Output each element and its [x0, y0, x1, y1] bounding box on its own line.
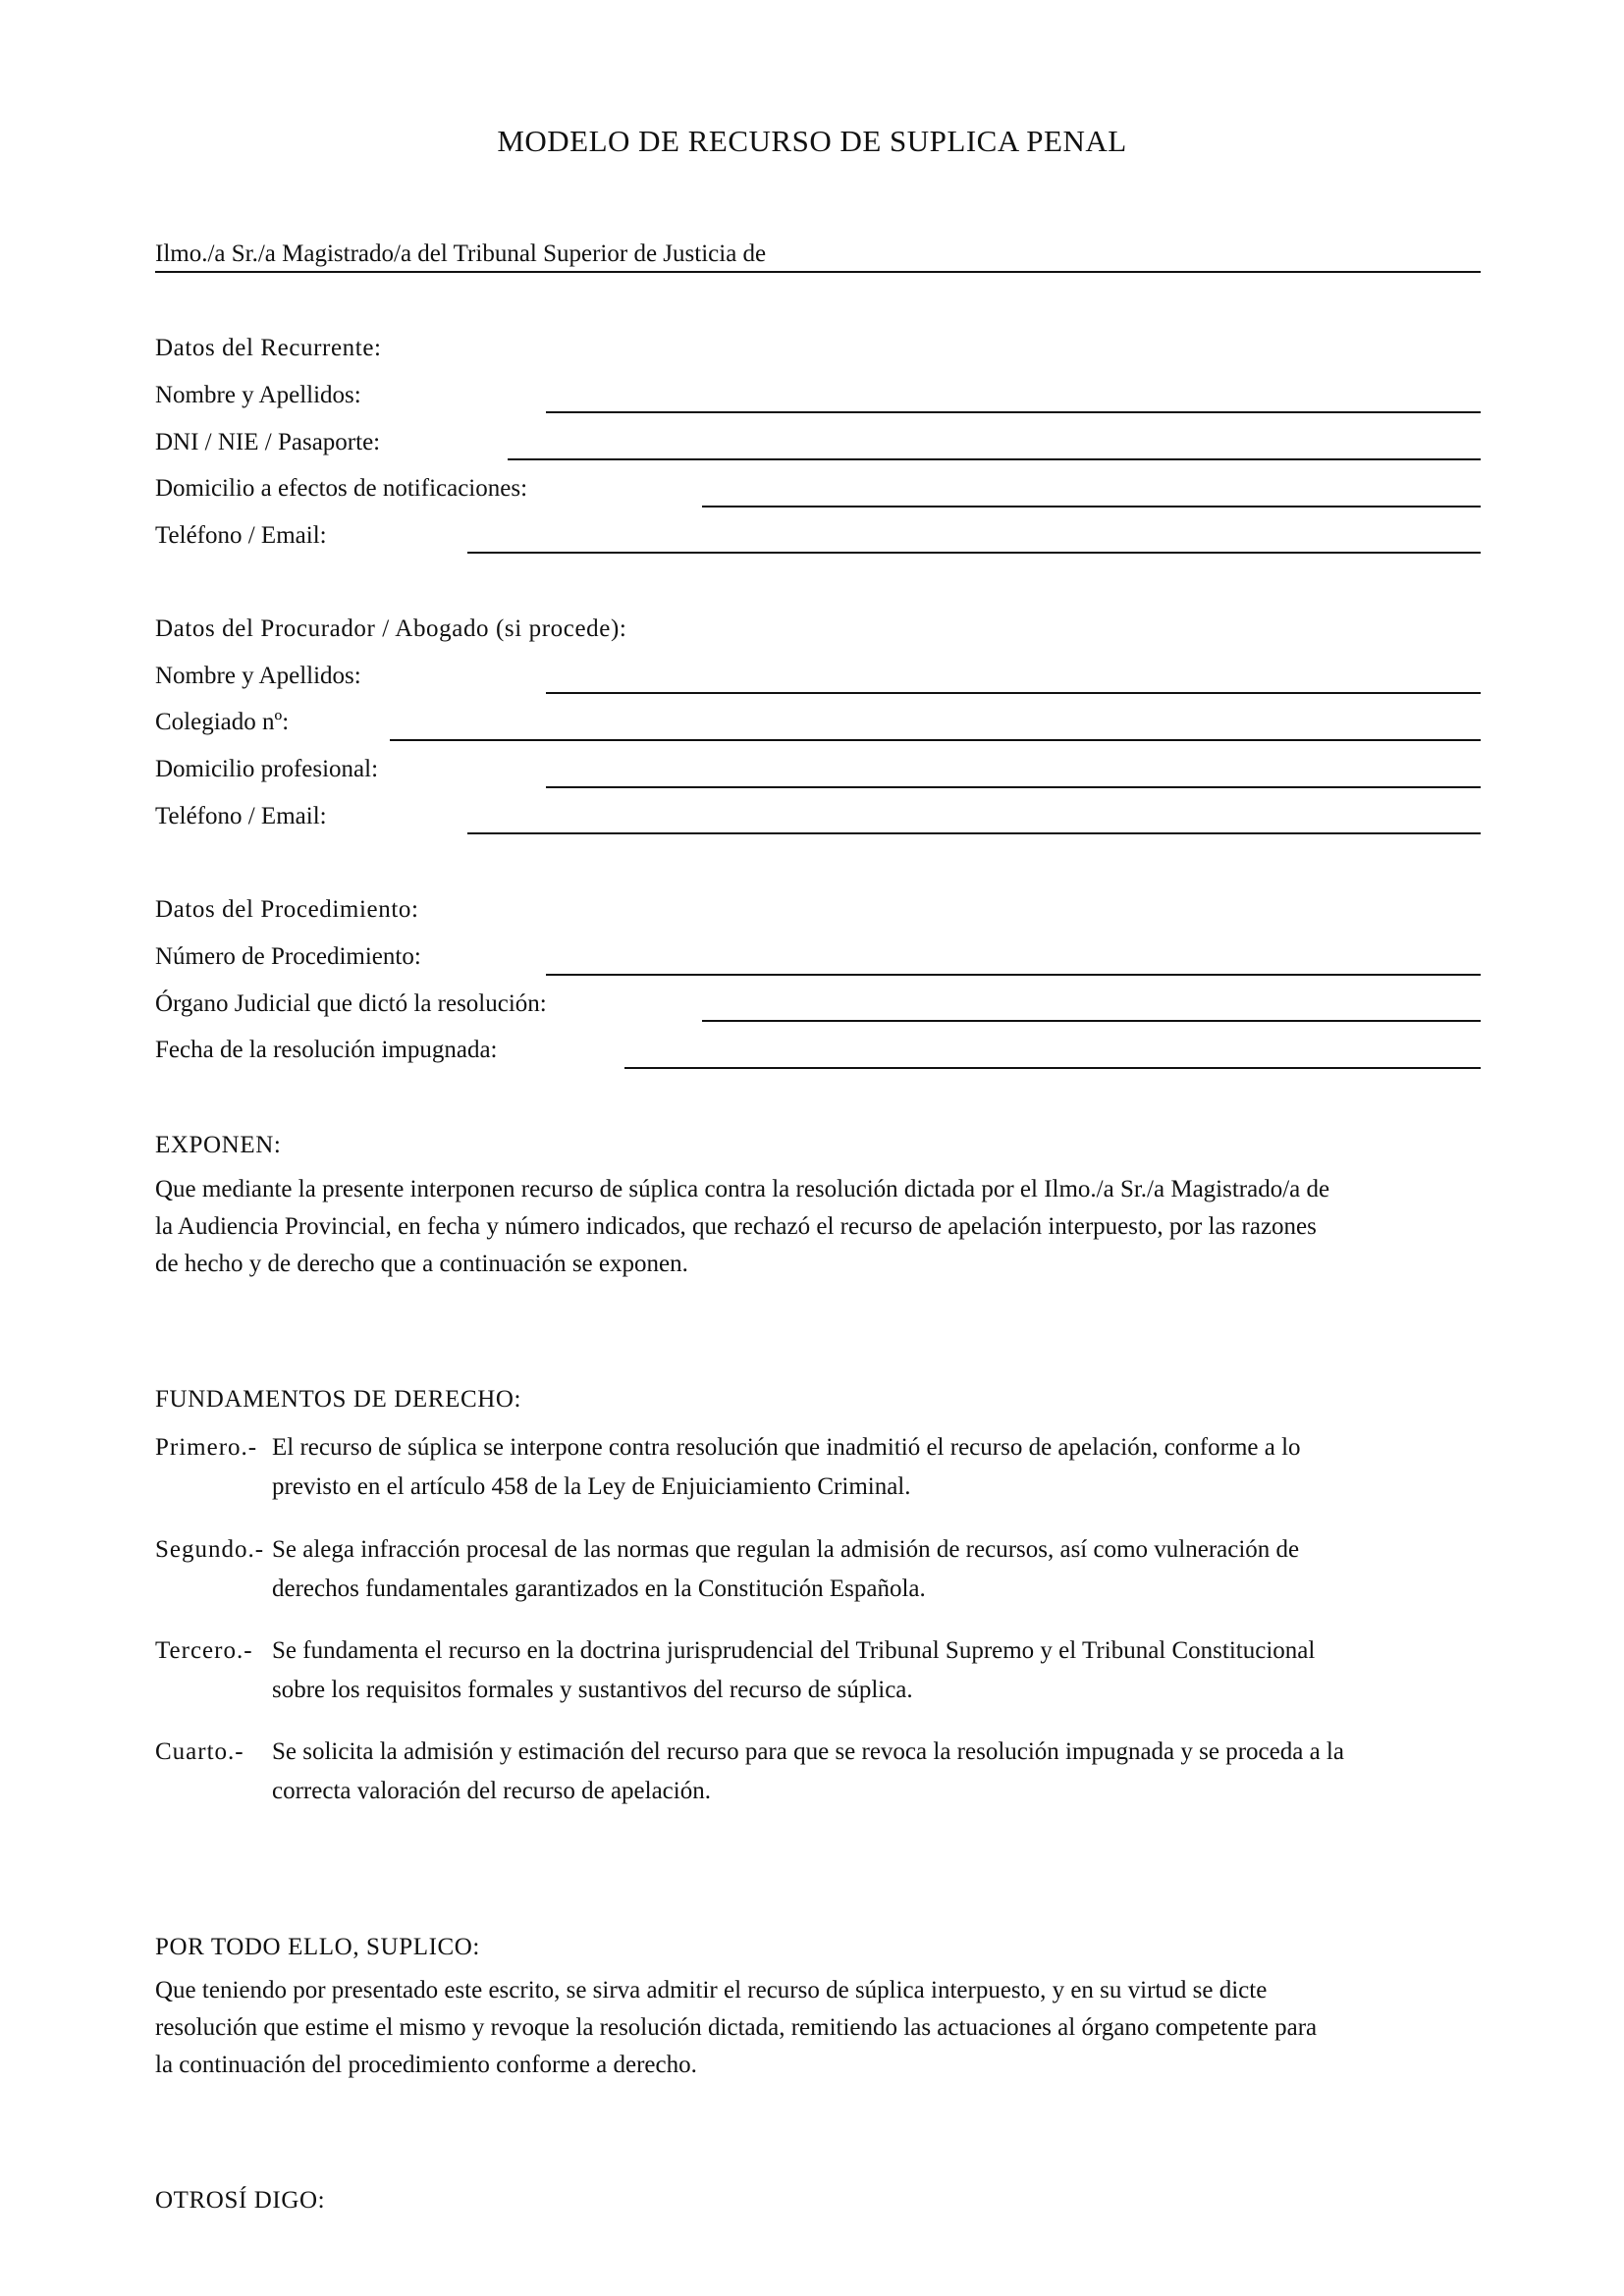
exponen-heading: EXPONEN:	[155, 1132, 282, 1158]
addressee-label: Ilmo./a Sr./a Magistrado/a del Tribunal Superior de Justicia de	[155, 240, 767, 267]
exponen-line: de hecho y de derecho que a continuación se exponen.	[155, 1251, 688, 1277]
fundamento-tercero-label: Tercero.-	[155, 1637, 253, 1664]
fundamento-primero-text	[272, 1428, 1486, 1507]
fundamento-line: Se alega infracción procesal de las normas que regulan la admisión de recursos, así como vulneración de	[272, 1536, 1300, 1563]
recurrente-contact-field[interactable]	[467, 552, 1481, 554]
procurador-heading: Datos del Procurador / Abogado (si procede):	[155, 615, 627, 642]
suplico-line: Que teniendo por presentado este escrito, se sirva admitir el recurso de súplica interpuesto, y en su virtud se dicte	[155, 1977, 1268, 2003]
document-title: MODELO DE RECURSO DE SUPLICA PENAL	[497, 124, 1127, 158]
recurrente-dni-field[interactable]	[508, 458, 1481, 460]
recurrente-address-field[interactable]	[702, 506, 1481, 507]
recurrente-dni-label: DNI / NIE / Pasaporte:	[155, 429, 381, 455]
fundamento-line: Se fundamenta el recurso en la doctrina jurisprudencial del Tribunal Supremo y el Tribunal Constitucional	[272, 1637, 1316, 1664]
otrosi-heading: OTROSÍ DIGO:	[155, 2187, 326, 2214]
recurrente-name-field[interactable]	[546, 411, 1481, 413]
recurrente-name-label: Nombre y Apellidos:	[155, 382, 361, 408]
procurador-contact-field[interactable]	[467, 832, 1481, 834]
fundamentos-heading: FUNDAMENTOS DE DERECHO:	[155, 1386, 522, 1413]
exponen-line: Que mediante la presente interponen recurso de súplica contra la resolución dictada por el Ilmo./a Sr./a Magistrado/a de	[155, 1176, 1330, 1202]
procedimiento-fecha-field[interactable]	[624, 1067, 1481, 1069]
fundamento-line: derechos fundamentales garantizados en la Constitución Española.	[272, 1575, 926, 1602]
fundamento-tercero-text	[272, 1631, 1486, 1710]
suplico-line: la continuación del procedimiento conforme a derecho.	[155, 2052, 697, 2078]
exponen-line: la Audiencia Provincial, en fecha y número indicados, que rechazó el recurso de apelación interpuesto, por las razones	[155, 1213, 1317, 1240]
procedimiento-heading: Datos del Procedimiento:	[155, 896, 419, 923]
recurrente-contact-label: Teléfono / Email:	[155, 522, 327, 549]
addressee-underline	[155, 271, 1481, 273]
fundamento-line: previsto en el artículo 458 de la Ley de Enjuiciamiento Criminal.	[272, 1473, 911, 1500]
exponen-paragraph	[155, 1171, 1481, 1283]
procurador-address-field[interactable]	[546, 786, 1481, 788]
procedimiento-organo-label: Órgano Judicial que dictó la resolución:	[155, 990, 547, 1017]
fundamento-primero-label: Primero.-	[155, 1434, 258, 1461]
suplico-line: resolución que estime el mismo y revoque la resolución dictada, remitiendo las actuaciones al órgano competente para	[155, 2014, 1318, 2041]
procurador-contact-label: Teléfono / Email:	[155, 803, 327, 829]
procedimiento-organo-field[interactable]	[702, 1020, 1481, 1022]
procedimiento-number-field[interactable]	[546, 974, 1481, 976]
procedimiento-number-label: Número de Procedimiento:	[155, 943, 421, 970]
recurrente-address-label: Domicilio a efectos de notificaciones:	[155, 475, 528, 502]
fundamento-line: sobre los requisitos formales y sustantivos del recurso de súplica.	[272, 1677, 913, 1703]
procurador-name-field[interactable]	[546, 692, 1481, 694]
procurador-name-label: Nombre y Apellidos:	[155, 663, 361, 689]
fundamento-cuarto-label: Cuarto.-	[155, 1738, 244, 1765]
procurador-colegiado-label: Colegiado nº:	[155, 709, 290, 735]
fundamento-segundo-label: Segundo.-	[155, 1536, 265, 1563]
fundamento-line: El recurso de súplica se interpone contra resolución que inadmitió el recurso de apelación, conforme a lo	[272, 1434, 1301, 1461]
fundamento-segundo-text	[272, 1530, 1486, 1609]
recurrente-heading: Datos del Recurrente:	[155, 335, 382, 361]
fundamento-cuarto-text	[272, 1733, 1486, 1811]
procurador-address-label: Domicilio profesional:	[155, 756, 379, 782]
fundamento-line: Se solicita la admisión y estimación del recurso para que se revoca la resolución impugnada y se proceda a la	[272, 1738, 1344, 1765]
procedimiento-fecha-label: Fecha de la resolución impugnada:	[155, 1037, 498, 1063]
fundamento-line: correcta valoración del recurso de apelación.	[272, 1778, 711, 1804]
procurador-colegiado-field[interactable]	[390, 739, 1481, 741]
suplico-heading: POR TODO ELLO, SUPLICO:	[155, 1934, 480, 1960]
suplico-paragraph	[155, 1972, 1481, 2084]
